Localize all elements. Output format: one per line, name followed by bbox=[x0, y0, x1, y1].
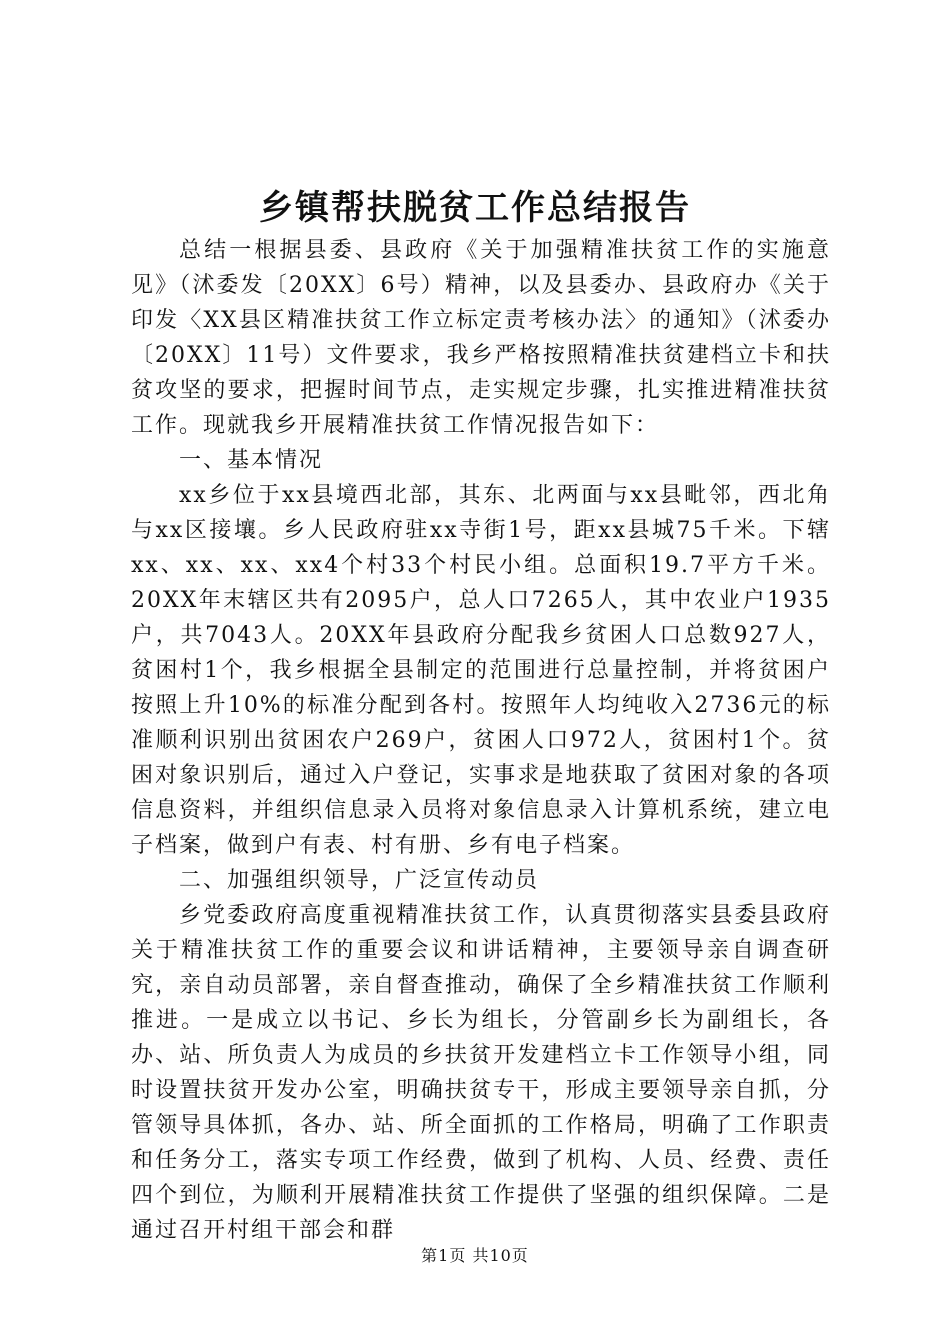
document-body bbox=[131, 233, 831, 1248]
intro-paragraph: 总结一根据县委、县政府《关于加强精准扶贫工作的实施意见》（沭委发〔20XX〕6号）精神，以及县委办、县政府办《关于印发〈XX县区精准扶贫工作立标定责考核办法〉的通知》（沭委办〔20XX〕11号）文件要求，我乡严格按照精准扶贫建档立卡和扶贫攻坚的要求，把握时间节点，走实规定步骤，扎实推进精准扶贫工作。现就我乡开展精准扶贫工作情况报告如下： bbox=[131, 238, 831, 438]
section-heading-organization: 二、加强组织领导，广泛宣传动员 bbox=[179, 868, 540, 893]
page-footer: 第1页 共10页 bbox=[421, 1246, 529, 1265]
section-heading-basic: 一、基本情况 bbox=[179, 448, 324, 473]
document-title: 乡镇帮扶脱贫工作总结报告 bbox=[259, 188, 691, 228]
organization-paragraph: 乡党委政府高度重视精准扶贫工作，认真贯彻落实县委县政府关于精准扶贫工作的重要会议和讲话精神，主要领导亲自调查研究，亲自动员部署，亲自督查推动，确保了全乡精准扶贫工作顺利推进。一是成立以书记、乡长为组长，分管副乡长为副组长，各办、站、所负责人为成员的乡扶贫开发建档立卡工作领导小组，同时设置扶贫开发办公室，明确扶贫专干，形成主要领导亲自抓，分管领导具体抓，各办、站、所全面抓的工作格局，明确了工作职责和任务分工，落实专项工作经费，做到了机构、人员、经费、责任四个到位，为顺利开展精准扶贫工作提供了坚强的组织保障。二是通过召开村组干部会和群 bbox=[131, 903, 831, 1243]
basic-info-paragraph: xx乡位于xx县境西北部，其东、北两面与xx县毗邻，西北角与xx区接壤。乡人民政府驻xx寺街1号，距xx县城75千米。下辖xx、xx、xx、xx4个村33个村民小组。总面积19.7平方千米。20XX年末辖区共有2095户，总人口7265人，其中农业户1935户，共7043人。20XX年县政府分配我乡贫困人口总数927人，贫困村1个，我乡根据全县制定的范围进行总量控制，并将贫困户按照上升10%的标准分配到各村。按照年人均纯收入2736元的标准顺利识别出贫困农户269户，贫困人口972人，贫困村1个。贫困对象识别后，通过入户登记，实事求是地获取了贫困对象的各项信息资料，并组织信息录入员将对象信息录入计算机系统，建立电子档案，做到户有表、村有册、乡有电子档案。 bbox=[131, 483, 831, 858]
